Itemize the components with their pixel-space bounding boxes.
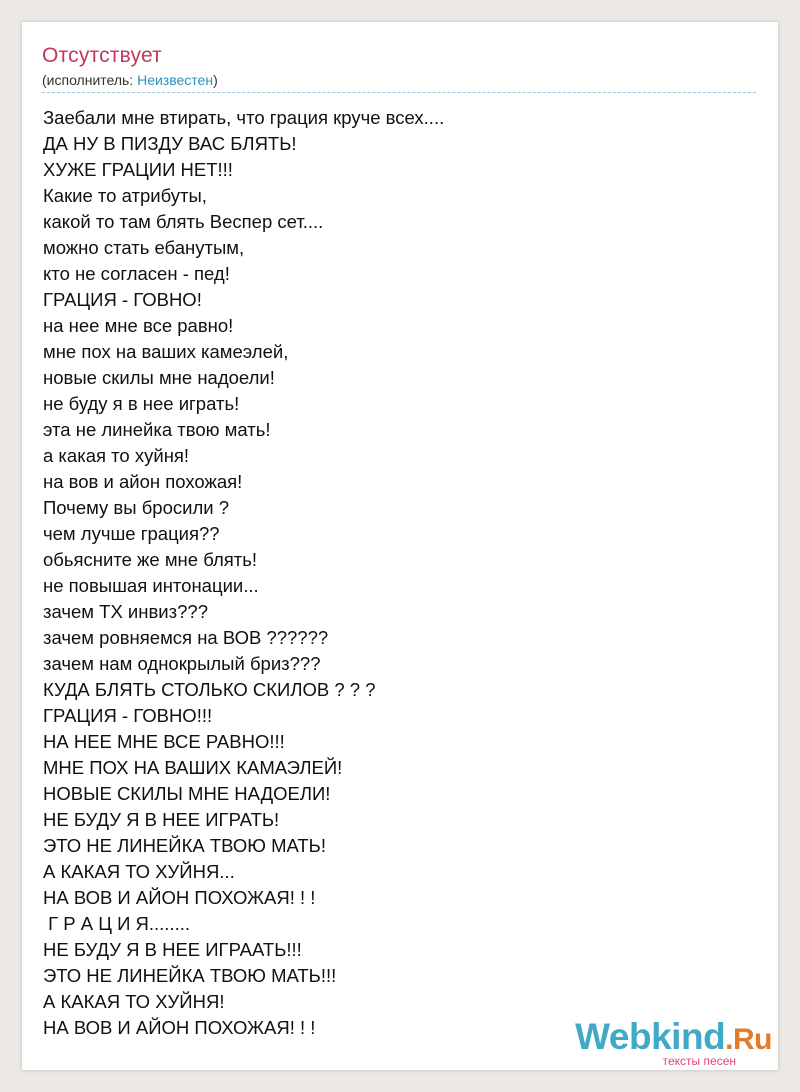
lyric-line: кто не согласен - пед! xyxy=(43,263,230,284)
lyric-line: зачем ровняемся на ВОВ ?????? xyxy=(43,627,329,648)
song-title: Отсутствует xyxy=(42,44,162,67)
song-header xyxy=(42,42,756,90)
lyric-line: НА ВОВ И АЙОН ПОХОЖАЯ! ! ! xyxy=(43,887,316,908)
lyric-line: чем лучше грация?? xyxy=(43,523,220,544)
watermark-tld: .Ru xyxy=(725,1023,772,1056)
lyric-line: эта не линейка твою мать! xyxy=(43,419,271,440)
lyric-line: Почему вы бросили ? xyxy=(43,497,230,518)
lyric-line: Какие то атрибуты, xyxy=(43,185,207,206)
lyric-line: НЕ БУДУ Я В НЕЕ ИГРААТЬ!!! xyxy=(43,939,302,960)
watermark-tagline: тексты песен xyxy=(662,1054,736,1068)
site-watermark xyxy=(575,1017,772,1068)
artist-line xyxy=(42,70,756,90)
lyric-line: КУДА БЛЯТЬ СТОЛЬКО СКИЛОВ ? ? ? xyxy=(43,679,376,700)
lyric-line: не повышая интонации... xyxy=(43,575,259,596)
lyric-line: НЕ БУДУ Я В НЕЕ ИГРАТЬ! xyxy=(43,809,280,830)
lyric-line: А КАКАЯ ТО ХУЙНЯ... xyxy=(43,861,235,882)
lyric-line: не буду я в нее играть! xyxy=(43,393,240,414)
lyric-line: ЭТО НЕ ЛИНЕЙКА ТВОЮ МАТЬ! xyxy=(43,835,326,856)
watermark-brand: Webkind xyxy=(575,1016,726,1057)
lyric-line: зачем нам однокрылый бриз??? xyxy=(43,653,321,674)
lyric-line: НОВЫЕ СКИЛЫ МНЕ НАДОЕЛИ! xyxy=(43,783,331,804)
lyric-line: ДА НУ В ПИЗДУ ВАС БЛЯТЬ! xyxy=(43,133,297,154)
artist-link[interactable]: Неизвестен xyxy=(137,72,214,88)
lyric-line: ХУЖЕ ГРАЦИИ НЕТ!!! xyxy=(43,159,233,180)
header-divider xyxy=(42,92,756,93)
lyric-line: на нее мне все равно! xyxy=(43,315,234,336)
lyric-line: ГРАЦИЯ - ГОВНО! xyxy=(43,289,202,310)
lyric-line: НА НЕЕ МНЕ ВСЕ РАВНО!!! xyxy=(43,731,285,752)
lyric-line: ЭТО НЕ ЛИНЕЙКА ТВОЮ МАТЬ!!! xyxy=(43,965,337,986)
lyric-line: МНЕ ПОХ НА ВАШИХ КАМАЭЛЕЙ! xyxy=(43,757,343,778)
lyric-line: обьясните же мне блять! xyxy=(43,549,258,570)
lyric-line: а какая то хуйня! xyxy=(43,445,190,466)
lyric-line: на вов и айон похожая! xyxy=(43,471,243,492)
lyric-line: Г Р А Ц И Я........ xyxy=(43,913,190,934)
lyric-line: ГРАЦИЯ - ГОВНО!!! xyxy=(43,705,213,726)
lyric-line: можно стать ебанутым, xyxy=(43,237,245,258)
lyric-line: Заебали мне втирать, что грация круче всех.... xyxy=(43,107,445,128)
lyric-line: новые скилы мне надоели! xyxy=(43,367,275,388)
lyrics-text xyxy=(43,105,444,1041)
artist-suffix: ) xyxy=(213,72,218,88)
lyric-line: какой то там блять Веспер сет.... xyxy=(43,211,324,232)
lyrics-page xyxy=(22,22,778,1070)
lyric-line: А КАКАЯ ТО ХУЙНЯ! xyxy=(43,991,225,1012)
lyric-line: зачем ТХ инвиз??? xyxy=(43,601,208,622)
lyric-line: мне пох на ваших камеэлей, xyxy=(43,341,289,362)
lyric-line: НА ВОВ И АЙОН ПОХОЖАЯ! ! ! xyxy=(43,1017,316,1038)
artist-prefix: (исполнитель: xyxy=(42,72,138,88)
